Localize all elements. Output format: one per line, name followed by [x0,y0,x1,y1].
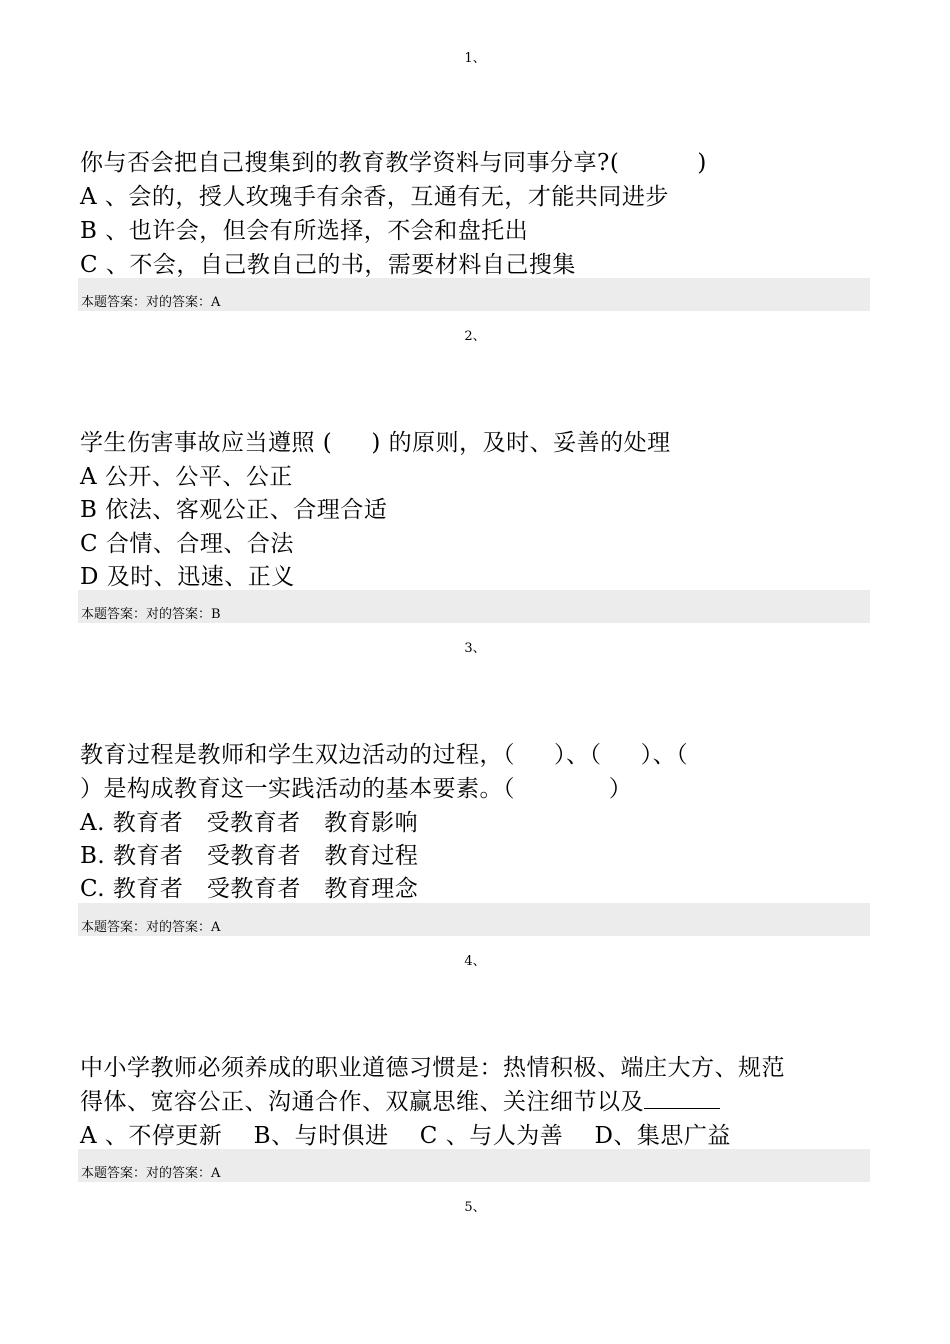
question-text-line-2-content: 得体、宽容公正、沟通合作、双赢思维、关注细节以及 [80,1089,644,1115]
option-a: A. 教育者 受教育者 教育影响 [80,810,419,836]
answer-bar [78,278,870,311]
option-a: A 公开、公平、公正 [80,464,293,490]
question-number: 1、 [464,51,486,66]
answer-text: 本题答案：对的答案：A [81,920,221,935]
option-c: C 、不会，自己教自己的书，需要材料自己搜集 [80,252,576,278]
option-b: B 、也许会，但会有所选择，不会和盘托出 [80,218,529,244]
fill-blank [644,1086,720,1109]
answer-text: 本题答案：对的答案：A [81,295,221,310]
question-number: 4、 [464,954,486,969]
question-text-line-1: 教育过程是教师和学生双边活动的过程，（ ）、（ ）、（ [80,742,689,768]
option-c: C. 教育者 受教育者 教育理念 [80,876,419,902]
option-a: A 、会的，授人玫瑰手有余香，互通有无，才能共同进步 [80,184,669,210]
option-b: B. 教育者 受教育者 教育过程 [80,843,419,869]
option-d: D 及时、迅速、正义 [80,564,295,590]
question-number: 2、 [464,329,486,344]
question-number: 3、 [464,641,486,656]
question-text: 你与否会把自己搜集到的教育教学资料与同事分享?( ) [80,150,707,176]
question-text-line-1: 中小学教师必须养成的职业道德习惯是：热情积极、端庄大方、规范 [80,1055,785,1081]
question-text: 学生伤害事故应当遵照 ( ) 的原则，及时、妥善的处理 [80,430,671,456]
answer-bar [78,1149,870,1182]
answer-text: 本题答案：对的答案：A [81,1166,221,1181]
question-number: 5、 [464,1200,486,1215]
answer-bar [78,590,870,623]
question-text-line-2 [80,1086,870,1119]
answer-text: 本题答案：对的答案：B [81,607,221,622]
answer-bar [78,903,870,936]
options-line: A 、不停更新 B、与时俱进 C 、与人为善 D、集思广益 [80,1123,731,1149]
question-text-line-2: ）是构成教育这一实践活动的基本要素。（ ） [80,776,633,802]
option-b: B 依法、客观公正、合理合适 [80,497,388,523]
option-c: C 合情、合理、合法 [80,531,294,557]
